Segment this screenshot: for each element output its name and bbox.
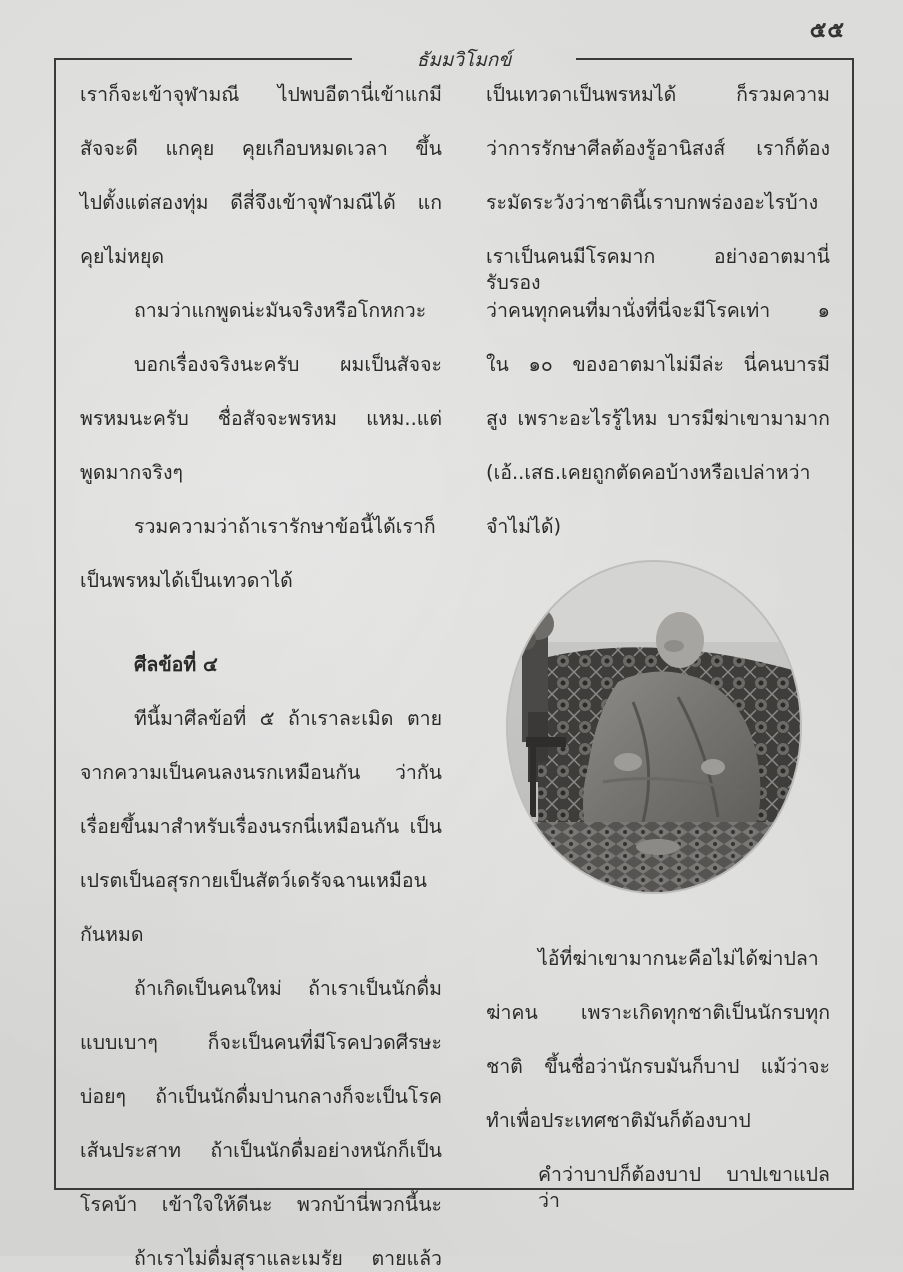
right-line-4: เราเป็นคนมีโรคมาก อย่างอาตมานี่รับรอง <box>486 245 830 294</box>
left-line-19: บ่อยๆ ถ้าเป็นนักดื่มปานกลางก็จะเป็นโรค <box>80 1085 442 1108</box>
left-line-1: เราก็จะเข้าจุฬามณี ไปพบอีตานี่เข้าแกมี <box>80 83 442 106</box>
right-line-5: ว่าคนทุกคนที่มานั่งที่นี่จะมีโรคเท่า ๑ <box>486 299 830 322</box>
frame-top-rule-right <box>576 58 852 60</box>
left-line-7: พรหมนะครับ ชื่อสัจจะพรหม แหม..แต่ <box>80 407 442 430</box>
left-line-12: ทีนี้มาศีลข้อที่ ๕ ถ้าเราละเมิด ตาย <box>134 707 442 730</box>
section-heading: ศีลข้อที่ ๔ <box>134 653 218 676</box>
right-line-8: (เอ้..เสธ.เคยถูกตัดคอบ้างหรือเปล่าหว่า <box>486 461 811 484</box>
page-number: ๕๕ <box>809 17 845 43</box>
left-line-14: เรื่อยขึ้นมาสำหรับเรื่องนรกนี่เหมือนกัน เป็น <box>80 815 442 838</box>
running-head: ธัมมวิโมกข์ <box>416 49 512 71</box>
left-line-4: คุยไม่หยุด <box>80 245 165 268</box>
right-line-11: ฆ่าคน เพราะเกิดทุกชาติเป็นนักรบทุก <box>486 1001 830 1024</box>
left-line-21: โรคบ้า เข้าใจให้ดีนะ พวกบ้านี่พวกนี้นะ <box>80 1193 442 1216</box>
right-line-3: ระมัดระวังว่าชาตินี้เราบกพร่องอะไรบ้าง <box>486 191 819 214</box>
right-line-9: จำไม่ได้) <box>486 515 562 538</box>
left-line-2: สัจจะดี แกคุย คุยเกือบหมดเวลา ขึ้น <box>80 137 442 160</box>
left-line-3: ไปตั้งแต่สองทุ่ม ดีสี่จึงเข้าจุฬามณีได้ แก <box>80 191 442 214</box>
right-line-1: เป็นเทวดาเป็นพรหมได้ ก็รวมความ <box>486 83 830 106</box>
left-line-6: บอกเรื่องจริงนะครับ ผมเป็นสัจจะ <box>134 353 442 376</box>
right-line-2: ว่าการรักษาศีลต้องรู้อานิสงส์ เราก็ต้อง <box>486 137 830 160</box>
left-line-16: กันหมด <box>80 923 144 946</box>
frame-top-rule-left <box>56 58 352 60</box>
left-line-5: ถามว่าแกพูดน่ะมันจริงหรือโกหกวะ <box>134 299 427 322</box>
right-line-13: ทำเพื่อประเทศชาติมันก็ต้องบาป <box>486 1109 751 1132</box>
left-line-13: จากความเป็นคนลงนรกเหมือนกัน ว่ากัน <box>80 761 442 784</box>
left-line-17: ถ้าเกิดเป็นคนใหม่ ถ้าเราเป็นนักดื่ม <box>134 977 442 1000</box>
left-line-18: แบบเบาๆ ก็จะเป็นคนที่มีโรคปวดศีรษะ <box>80 1031 442 1054</box>
right-line-12: ชาติ ขึ้นชื่อว่านักรบมันก็บาป แม้ว่าจะ <box>486 1055 830 1078</box>
left-line-9: รวมความว่าถ้าเรารักษาข้อนี้ได้เราก็ <box>134 515 436 538</box>
right-line-7: สูง เพราะอะไรรู้ไหม บารมีฆ่าเขามามาก <box>486 407 830 430</box>
left-line-10: เป็นพรหมได้เป็นเทวดาได้ <box>80 569 293 592</box>
right-line-14: คำว่าบาปก็ต้องบาป บาปเขาแปลว่า <box>538 1163 830 1212</box>
left-line-15: เปรตเป็นอสุรกายเป็นสัตว์เดรัจฉานเหมือน <box>80 869 427 892</box>
monk-photo <box>508 562 800 892</box>
left-line-22: ถ้าเราไม่ดื่มสุราและเมรัย ตายแล้ว <box>134 1247 442 1270</box>
left-line-20: เส้นประสาท ถ้าเป็นนักดื่มอย่างหนักก็เป็น <box>80 1139 442 1162</box>
left-line-8: พูดมากจริงๆ <box>80 461 184 484</box>
monk-photo-illustration <box>508 562 800 892</box>
right-line-6: ใน ๑๐ ของอาตมาไม่มีล่ะ นี่คนบารมี <box>486 353 830 376</box>
right-line-10: ไอ้ที่ฆ่าเขามากนะคือไม่ได้ฆ่าปลา <box>538 947 819 970</box>
